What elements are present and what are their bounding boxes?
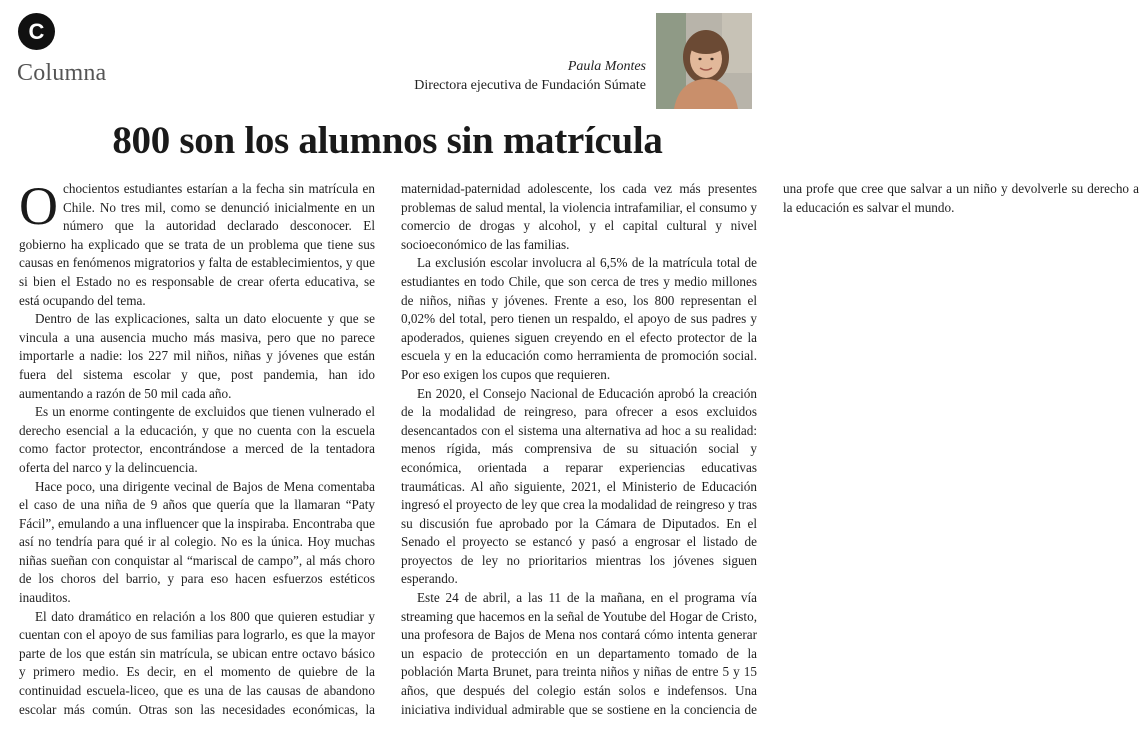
article-paragraph: Hace poco, una dirigente vecinal de Bajos de Mena comentaba el caso de una niña de 9 años que quería que la llamaran “Paty Fácil”, emulando a una influencer que la inspiraba. Encontraba que así no tendría para qué ir al colegio. No es la única. Hoy muchas niñas sueñan con conquistar al “mariscal de campo”, al más choro de los choros del barrio, y para eso hacen esfuerzos estéticos inauditos. [19, 478, 375, 606]
author-name: Paula Montes [567, 59, 646, 74]
author-byline [414, 58, 646, 96]
article-paragraph: Dentro de las explicaciones, salta un dato elocuente y que se vincula a una ausencia mucho más masiva, pero que no parece importarle a nadie: los 227 mil niños, niñas y jóvenes que están fuera del sistema escolar y que, post pandemia, han ido aumentando a razón de 50 mil cada año. [19, 311, 375, 401]
section-badge-icon: C [18, 13, 55, 50]
drop-cap: O [19, 176, 58, 236]
article-paragraph: La exclusión escolar involucra al 6,5% de la matrícula total de estudiantes en todo Chile, que son cerca de tres y medio millones de niños, niñas y jóvenes. Frente a eso, los 800 representan el 0,02% del total, pero tienen un respaldo, el apoyo de sus padres y apoderados, quienes siguen creyendo en el efecto protector de la escuela y en la educación como herramienta de promoción social. Por eso exigen los cupos que requieren. [401, 255, 757, 382]
author-photo [656, 13, 752, 109]
author-portrait-image [656, 13, 752, 109]
article-paragraph: Este 24 de abril, a las 11 de la mañana, en el programa vía streaming que hacemos en la señal de Youtube del Hogar de Cristo, una profesora de Bajos de Mena nos contará cómo intenta generar un espacio de protección en un departamento tomado de la población Marta Brunet, para treinta niños y niñas de entre 5 y 15 años, que después del colegio están solos e indefensos. Una iniciativa individual admirable que se sostiene en la conciencia de una profe que cree que salvar a un niño y devolverle su derecho a la educación es salvar el mundo. [401, 181, 1139, 717]
article-paragraph: En 2020, el Consejo Nacional de Educación aprobó la creación de la modalidad de reingreso, para ofrecer a esos excluidos desencantados con el sistema una alternativa ad hoc a su realidad: menos rígida, más comprensiva de su situación social y económica, orientada a reparar experiencias educativas traumáticas. Al año siguiente, 2021, el Ministerio de Educación ingresó el proyecto de ley que crea la modalidad de reingreso y tras su discusión fue aprobado por la Cámara de Diputados. En el Senado el proyecto se estancó y pasó a engrosar el listado de proyectos de ley no prioritarios mientras los jóvenes siguen esperando. [401, 385, 757, 587]
article-headline: 800 son los alumnos sin matrícula [112, 119, 663, 162]
paragraph-text: chocientos estudiantes estarían a la fecha sin matrícula en Chile. No tres mil, como se denunció inicialmente en un número que la autoridad declarado desconocer. El gobierno ha explicado que se trata de un problema que tiene sus causas en fenómenos migratorios y falta de establecimientos, y que si bien el Estado no es responsable de crear oferta educativa, se está ocupando del tema. [19, 181, 375, 308]
article-paragraph [19, 176, 375, 310]
section-label: Columna [17, 60, 107, 86]
author-role: Directora ejecutiva de Fundación Súmate [414, 78, 646, 93]
article-paragraph: Es un enorme contingente de excluidos que tienen vulnerado el derecho esencial a la educación, y que no cuenta con la escuela como factor protector, encontrándose a merced de la tentadora oferta del narco y la delincuencia. [19, 404, 375, 475]
article-paragraph: El dato dramático en relación a los 800 que quieren estudiar y cuentan con el apoyo de sus familias para lograrlo, es que la mayor parte de los que están sin matrícula, se ubican entre octavo básico y primero medio. Es decir, en el momento de quiebre de la continuidad escuela-liceo, que es una de las causas de abandono escolar más común. Otras son las necesidades económicas, la maternidad-paternidad adolescente, los cada vez más presentes problemas de salud mental, la violencia intrafamiliar, el consumo y comercio de drogas y alcohol, y el capital cultural y nivel socioeconómico de las familias. [19, 181, 757, 717]
article-body [19, 176, 1139, 725]
